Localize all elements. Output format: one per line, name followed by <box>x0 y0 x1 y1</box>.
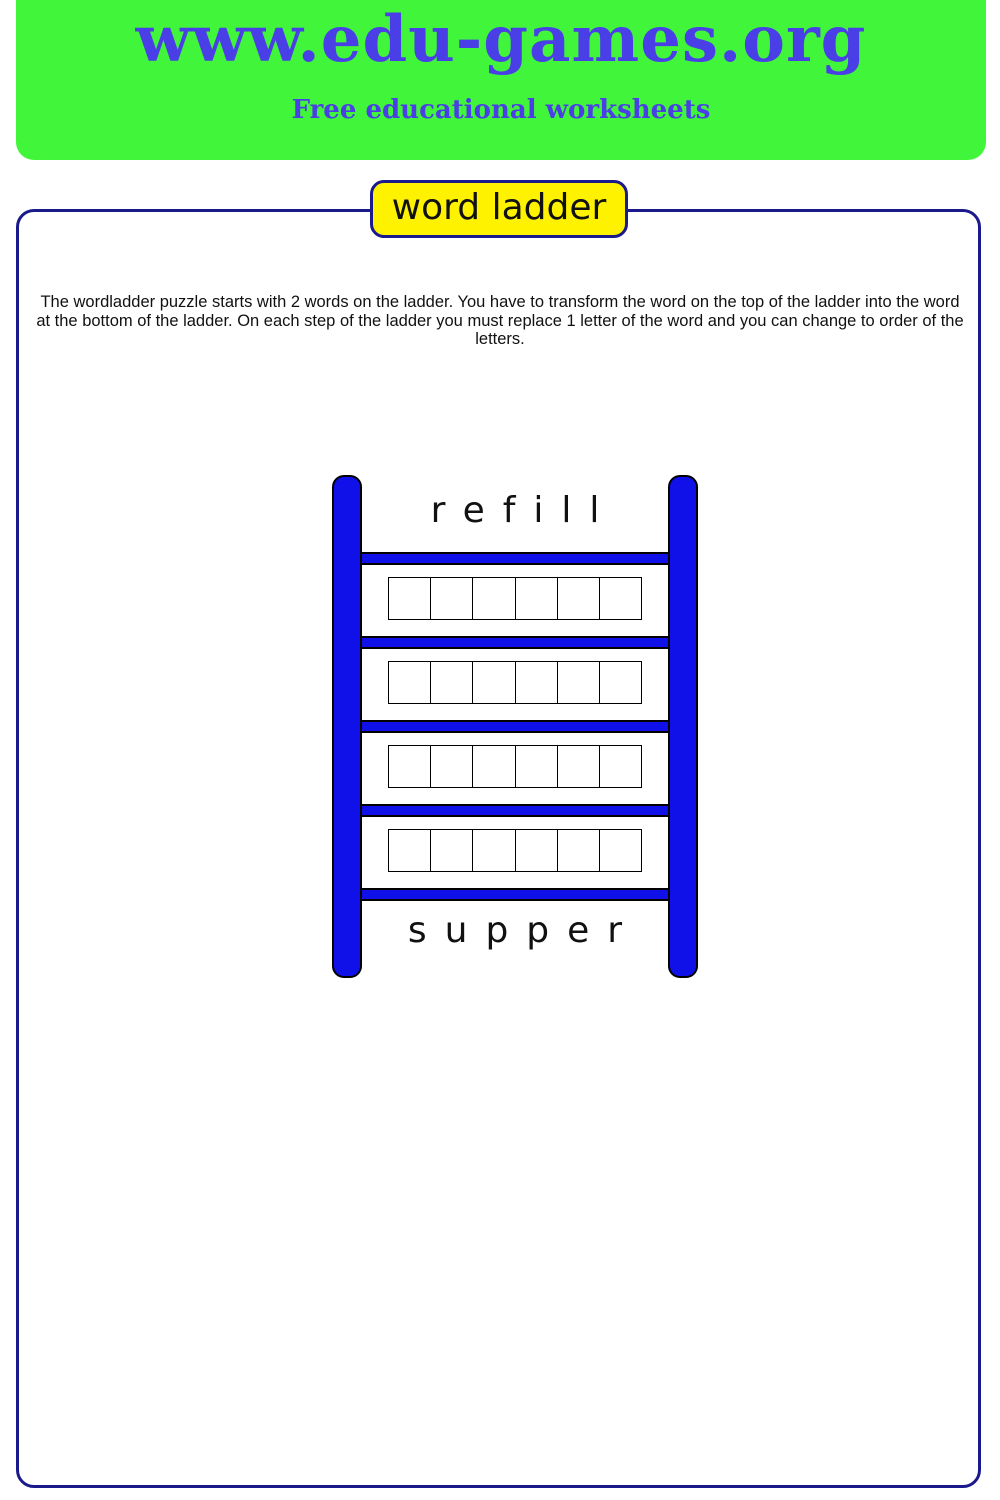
letter-box[interactable] <box>600 830 641 871</box>
instructions-text: The wordladder puzzle starts with 2 words on the ladder. You have to transform the word on the top of the ladder into the word at the bottom of the ladder. On each step of the ladder you must replace 1 letter of the word and you can change to order of the letters. <box>36 293 964 348</box>
answer-step-4[interactable] <box>388 829 642 872</box>
letter-box[interactable] <box>516 662 558 703</box>
letter-box[interactable] <box>516 746 558 787</box>
letter-box[interactable] <box>558 662 600 703</box>
letter-box[interactable] <box>558 746 600 787</box>
ladder-rung <box>362 804 668 817</box>
letter-box[interactable] <box>431 830 473 871</box>
ladder-rung <box>362 636 668 649</box>
ladder-rung <box>362 552 668 565</box>
site-subtitle: Free educational worksheets <box>291 95 711 125</box>
ladder-rail-right <box>668 475 698 978</box>
ladder-rail-left <box>332 475 362 978</box>
letter-box[interactable] <box>389 578 431 619</box>
ladder-rung <box>362 720 668 733</box>
letter-box[interactable] <box>558 578 600 619</box>
site-header <box>16 0 986 160</box>
letter-box[interactable] <box>389 746 431 787</box>
letter-box[interactable] <box>473 830 515 871</box>
answer-step-1[interactable] <box>388 577 642 620</box>
answer-step-3[interactable] <box>388 745 642 788</box>
letter-box[interactable] <box>473 746 515 787</box>
letter-box[interactable] <box>431 578 473 619</box>
letter-box[interactable] <box>473 578 515 619</box>
letter-box[interactable] <box>516 830 558 871</box>
start-word: refill <box>430 490 618 531</box>
answer-step-2[interactable] <box>388 661 642 704</box>
letter-box[interactable] <box>600 578 641 619</box>
letter-box[interactable] <box>431 746 473 787</box>
worksheet-title-badge: word ladder <box>370 180 628 238</box>
letter-box[interactable] <box>473 662 515 703</box>
ladder-rung <box>362 888 668 901</box>
letter-box[interactable] <box>558 830 600 871</box>
letter-box[interactable] <box>600 662 641 703</box>
letter-box[interactable] <box>600 746 641 787</box>
letter-box[interactable] <box>431 662 473 703</box>
end-word: supper <box>407 910 641 951</box>
letter-box[interactable] <box>516 578 558 619</box>
site-title: www.edu-games.org <box>135 2 867 77</box>
letter-box[interactable] <box>389 662 431 703</box>
letter-box[interactable] <box>389 830 431 871</box>
